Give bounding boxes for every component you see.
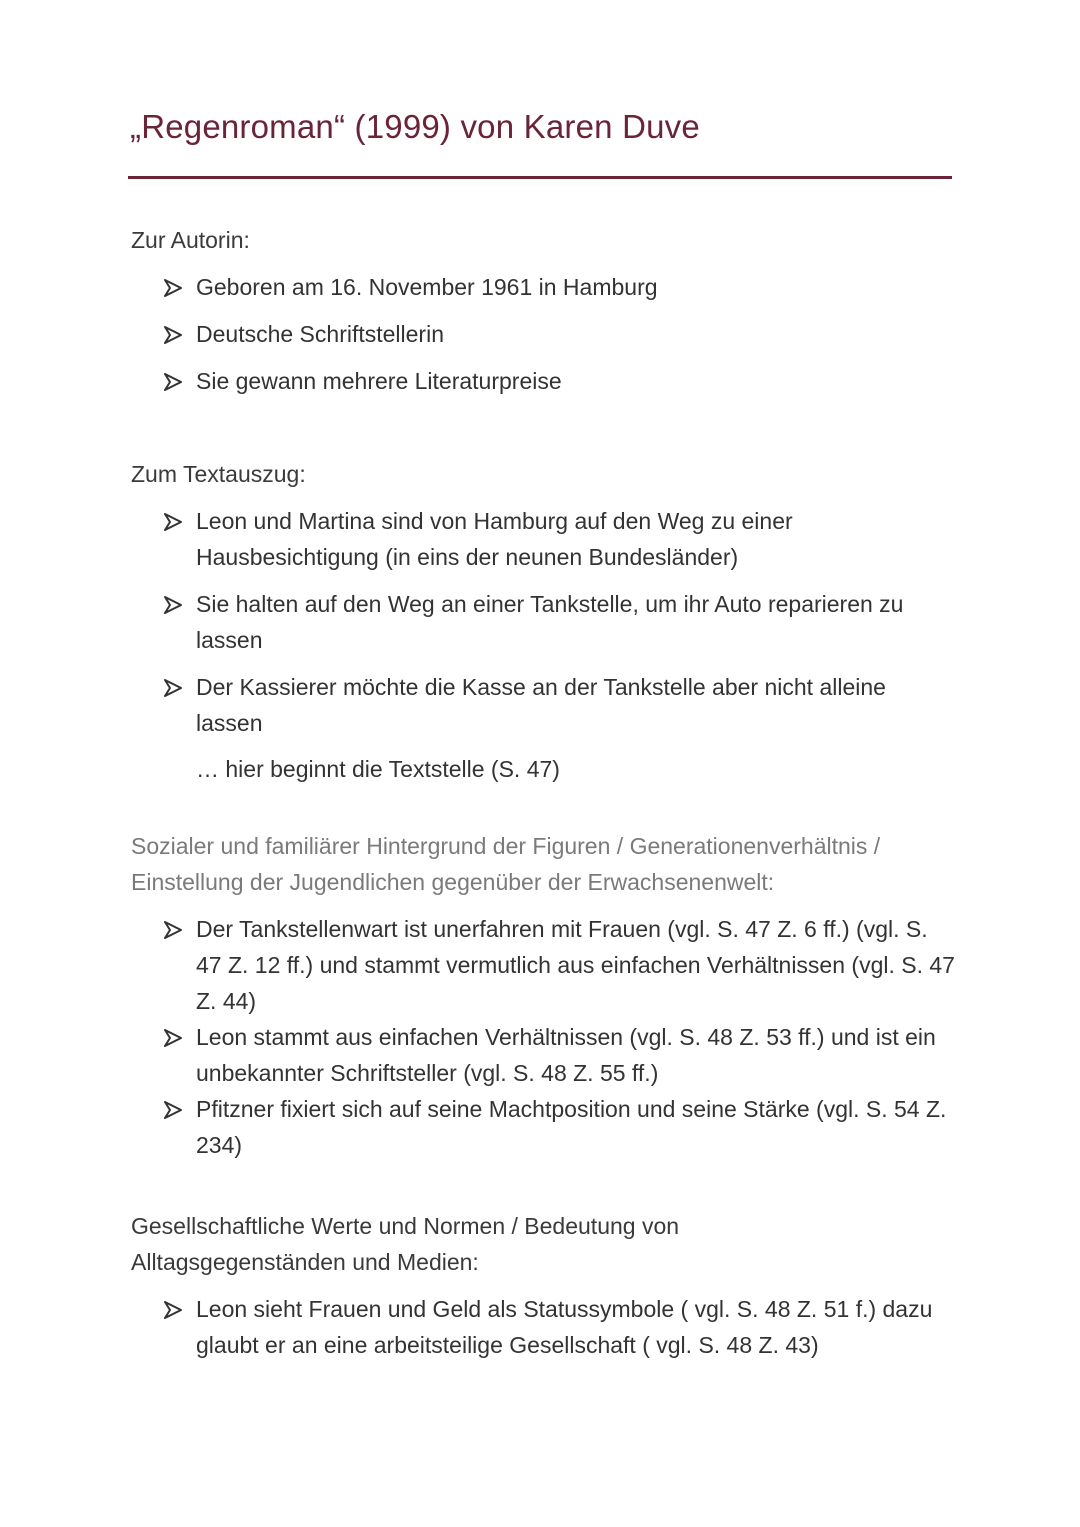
arrow-bullet-icon [163,1100,183,1120]
arrow-bullet-icon [163,1300,183,1320]
title-divider [128,176,952,179]
list-item: Leon sieht Frauen und Geld als Statussymbole ( vgl. S. 48 Z. 51 f.) dazu glaubt er an eine arbeitsteilige Gesellschaft ( vgl. S. 48 Z. 43) [0,1291,956,1363]
arrow-bullet-icon [163,325,183,345]
list-item: Leon und Martina sind von Hamburg auf den Weg zu einer Hausbesichtigung (in eins der neunen Bundesländer) [0,503,956,575]
list-item: Pfitzner fixiert sich auf seine Machtposition und seine Stärke (vgl. S. 54 Z. 234) [0,1091,956,1163]
section-heading-textauszug: Zum Textauszug: [131,461,306,487]
section-heading-hintergrund: Sozialer und familiärer Hintergrund der Figuren / Generationenverhältnis / Einstellung der Jugendlichen gegenüber der Erwachsenenwelt: [131,833,881,895]
list-item: Der Tankstellenwart ist unerfahren mit Frauen (vgl. S. 47 Z. 6 ff.) (vgl. S. 47 Z. 12 ff.) und stammt vermutlich aus einfachen Verhältnissen (vgl. S. 47 Z. 44) [0,911,956,1019]
list-item: Deutsche Schriftstellerin [0,316,956,352]
list-item: Geboren am 16. November 1961 in Hamburg [0,269,956,305]
list-item: Der Kassierer möchte die Kasse an der Tankstelle aber nicht alleine lassen [0,669,956,741]
section-heading-werte: Gesellschaftliche Werte und Normen / Bedeutung von Alltagsgegenständen und Medien: [131,1213,680,1275]
arrow-bullet-icon [163,595,183,615]
bullet-list-autorin [0,269,956,399]
bullet-list-werte [0,1291,956,1363]
list-item: Sie halten auf den Weg an einer Tankstelle, um ihr Auto reparieren zu lassen [0,586,956,658]
arrow-bullet-icon [163,920,183,940]
bullet-list-textauszug [0,503,956,741]
arrow-bullet-icon [163,372,183,392]
arrow-bullet-icon [163,278,183,298]
arrow-bullet-icon [163,512,183,532]
text-excerpt-note: … hier beginnt die Textstelle (S. 47) [196,756,560,782]
document-title: „Regenroman“ (1999) von Karen Duve [130,108,700,145]
section-heading-autorin: Zur Autorin: [131,227,250,253]
bullet-list-hintergrund [0,911,956,1163]
list-item: Sie gewann mehrere Literaturpreise [0,363,956,399]
list-item: Leon stammt aus einfachen Verhältnissen (vgl. S. 48 Z. 53 ff.) und ist ein unbekannter Schriftsteller (vgl. S. 48 Z. 55 ff.) [0,1019,956,1091]
arrow-bullet-icon [163,1028,183,1048]
arrow-bullet-icon [163,678,183,698]
